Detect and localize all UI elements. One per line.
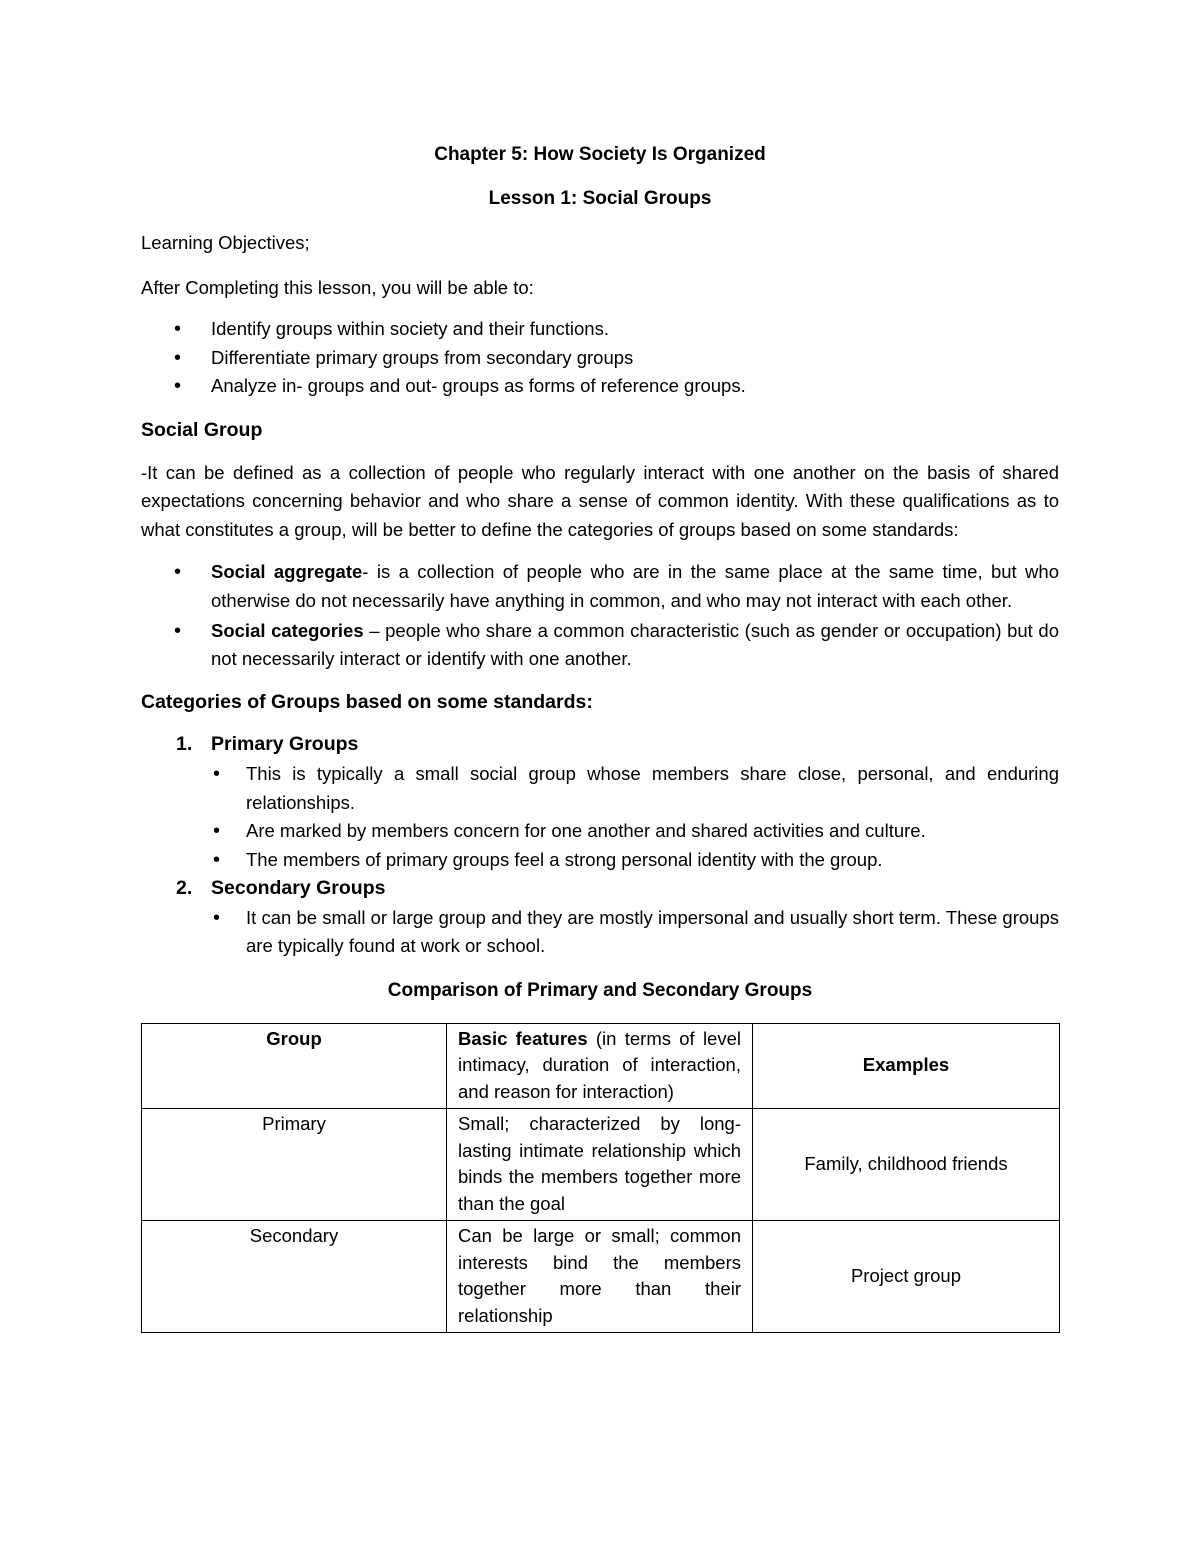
after-completing-label: After Completing this lesson, you will be able to: — [141, 276, 534, 298]
table-row — [142, 1221, 1060, 1333]
social-group-definition: -It can be defined as a collection of people who regularly interact with one another on the basis of shared expectations concerning behavior and who share a sense of common identity. With these qualifications as to what constitutes a group, will be better to define the categories of groups based on some standards: — [141, 461, 1059, 540]
cell-examples: Project group — [753, 1221, 1060, 1333]
objectives-list — [141, 315, 1059, 401]
table-title: Comparison of Primary and Secondary Groups — [387, 980, 813, 1002]
term-name: Social categories — [211, 619, 364, 641]
cell-group: Secondary — [142, 1221, 447, 1333]
header-examples-label: Examples — [862, 1054, 950, 1076]
term-item — [141, 558, 1059, 615]
lesson-title: Lesson 1: Social Groups — [488, 188, 712, 209]
category-item — [141, 730, 1059, 874]
objective-item: • Differentiate primary groups from secondary groups — [141, 344, 1059, 373]
cell-group: Primary — [142, 1109, 447, 1221]
category-point: • This is typically a small social group whose members share close, personal, and enduring relationships. — [176, 760, 1059, 817]
category-points — [211, 904, 1059, 961]
table-row — [142, 1109, 1060, 1221]
category-point: • The members of primary groups feel a strong personal identity with the group. — [176, 846, 1059, 875]
header-group-label: Group — [266, 1027, 322, 1049]
category-title: Primary Groups — [211, 733, 359, 756]
table-header-row — [142, 1023, 1060, 1109]
term-item — [141, 617, 1059, 674]
category-number: 2. — [176, 877, 193, 900]
category-title: Secondary Groups — [211, 877, 386, 900]
header-features-rest: (in terms of level intimacy, duration of interaction, and reason for interaction) — [458, 1027, 741, 1102]
term-text: - is a collection of people who are in the same place at the same time, but who otherwise do not necessarily have anything in common, and who may not interact with each other. — [211, 561, 1059, 611]
header-features — [447, 1023, 753, 1109]
category-item — [141, 874, 1059, 961]
social-group-heading: Social Group — [141, 418, 263, 441]
objective-item: • Analyze in- groups and out- groups as forms of reference groups. — [141, 372, 1059, 401]
category-point: • It can be small or large group and they are mostly impersonal and usually short term. These groups are typically found at work or school. — [176, 904, 1059, 961]
header-group — [142, 1023, 447, 1109]
cell-features: Small; characterized by long-lasting intimate relationship which binds the members together more than the goal — [447, 1109, 753, 1221]
term-text: – people who share a common characteristic (such as gender or occupation) but do not necessarily interact or identify with one another. — [211, 619, 1059, 670]
header-features-bold: Basic features — [458, 1027, 588, 1049]
chapter-title: Chapter 5: How Society Is Organized — [434, 144, 766, 165]
categories-list — [141, 730, 1059, 961]
comparison-table — [141, 1023, 1060, 1334]
category-number: 1. — [176, 733, 193, 756]
category-point: • Are marked by members concern for one another and shared activities and culture. — [176, 817, 1059, 846]
learning-objectives-label: Learning Objectives; — [141, 232, 310, 253]
category-points — [211, 760, 1059, 874]
cell-examples: Family, childhood friends — [753, 1109, 1060, 1221]
cell-features: Can be large or small; common interests bind the members together more than their relationship — [447, 1221, 753, 1333]
document-page — [141, 140, 1059, 1333]
categories-heading: Categories of Groups based on some standards: — [141, 690, 593, 713]
social-group-terms — [141, 558, 1059, 673]
objective-item: • Identify groups within society and their functions. — [141, 315, 1059, 344]
header-examples — [753, 1023, 1060, 1109]
term-name: Social aggregate — [211, 561, 363, 583]
